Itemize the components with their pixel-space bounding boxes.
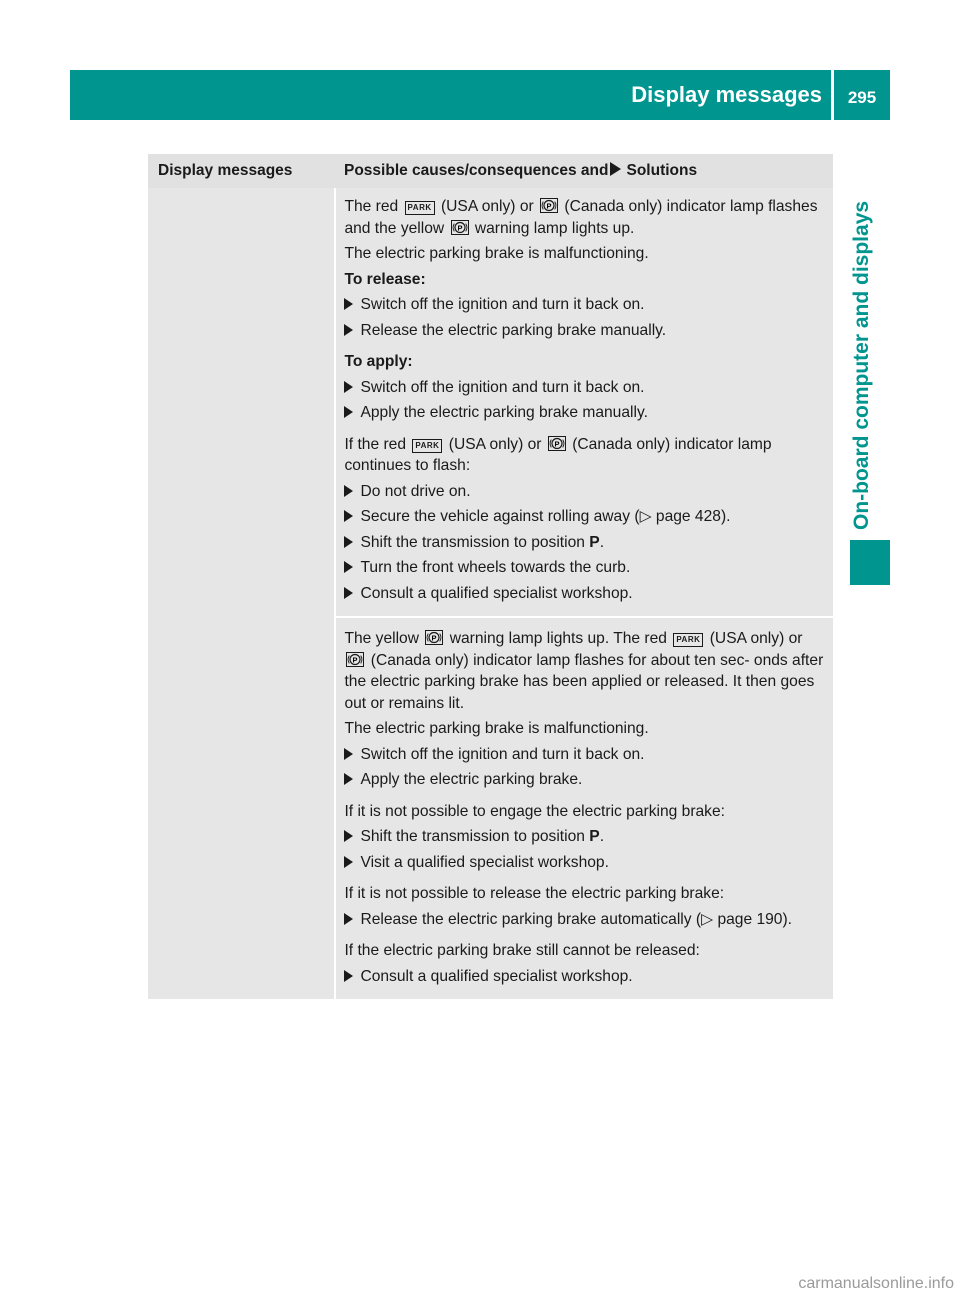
col-header-solutions-text: Solutions (626, 162, 698, 179)
page-title: Display messages (631, 82, 822, 107)
subheading-apply: To apply: (344, 353, 413, 370)
svg-text:P: P (431, 633, 437, 643)
gear-position: P (589, 533, 600, 551)
paragraph (344, 434, 827, 477)
parking-brake-lamp-icon (548, 436, 566, 451)
svg-text:P: P (352, 654, 358, 664)
step-arrow-icon (344, 913, 353, 925)
svg-text:P: P (546, 201, 552, 211)
step-arrow-icon (344, 830, 353, 842)
page-ref-icon: ▷ (639, 508, 652, 525)
page-ref-link[interactable]: page 428). (655, 508, 731, 525)
col-header-display-messages: Display messages (158, 162, 293, 179)
park-lamp-icon: PARK (673, 633, 703, 647)
parking-brake-lamp-icon (346, 652, 364, 667)
text: (Canada only) indicator lamp flashes for about ten sec- onds after the electric parking brake has been applied or released. It then goes out or remains lit. (344, 651, 824, 712)
col-header-causes-text: Possible causes/consequences and (344, 162, 609, 179)
step-text: Shift the transmission to position P. (360, 533, 605, 551)
step-text: Consult a qualified specialist workshop. (360, 584, 633, 602)
step-text: Consult a qualified specialist workshop. (360, 967, 633, 985)
step-arrow-icon (344, 406, 353, 418)
list-item (344, 909, 827, 931)
subheading-release: To release: (344, 270, 426, 288)
paragraph: If it is not possible to engage the electric parking brake: (344, 802, 725, 820)
parking-brake-lamp-icon (425, 630, 443, 645)
list-item (344, 852, 827, 874)
text: warning lamp lights up. (474, 219, 635, 237)
solutions-column (336, 188, 833, 999)
paragraph: If it is not possible to release the electric parking brake: (344, 885, 725, 902)
step-text: Apply the electric parking brake. (360, 771, 583, 788)
step-text: Switch off the ignition and turn it back on. (360, 745, 645, 763)
list-item (344, 320, 827, 342)
list-item (344, 506, 827, 528)
step-arrow-icon (344, 298, 353, 310)
step-text: Do not drive on. (360, 482, 471, 500)
step-text: Apply the electric parking brake manually. (360, 404, 648, 421)
step-arrow-icon (344, 536, 353, 548)
paragraph: The electric parking brake is malfunctioning. (344, 720, 649, 737)
svg-text:P: P (554, 438, 560, 448)
header-bar (70, 70, 890, 120)
list-item (344, 744, 827, 766)
list-item (344, 481, 827, 503)
col-header-causes-solutions (335, 154, 833, 188)
text: warning lamp lights up. The red (449, 630, 667, 647)
text: (Canada only) indicator lamp flashes and the yellow (344, 198, 818, 237)
display-messages-table (148, 154, 833, 999)
table-row (336, 618, 833, 999)
step-arrow-icon (344, 970, 353, 982)
play-arrow-icon (610, 162, 621, 176)
parking-brake-lamp-icon (451, 220, 469, 235)
list-item (344, 557, 827, 579)
text: If the red (344, 435, 406, 453)
park-lamp-icon: PARK (405, 201, 435, 215)
text: Release the electric parking brake automatically ( (360, 910, 702, 928)
svg-text:P: P (456, 222, 463, 232)
gear-position: P (589, 828, 600, 845)
text: Shift the transmission to position (360, 533, 585, 551)
step-arrow-icon (344, 510, 353, 522)
page-number: 295 (847, 88, 877, 107)
watermark: carmanualsonline.info (798, 1275, 954, 1292)
text: The yellow (344, 630, 419, 647)
list-item (344, 966, 827, 988)
text: (USA only) or (709, 630, 803, 647)
step-arrow-icon (344, 773, 353, 785)
step-arrow-icon (344, 561, 353, 573)
text: (USA only) or (440, 198, 534, 215)
page-ref-link[interactable]: page 190). (717, 910, 793, 928)
text: Shift the transmission to position (360, 828, 585, 845)
step-text: Shift the transmission to position P. (360, 828, 605, 845)
text: The red (344, 198, 399, 215)
step-text: Turn the front wheels towards the curb. (360, 559, 631, 576)
list-item (344, 583, 827, 605)
side-tab-block (850, 540, 890, 585)
step-text (360, 506, 730, 528)
step-text: Switch off the ignition and turn it back on. (360, 378, 645, 396)
list-item (344, 377, 827, 399)
list-item (344, 532, 827, 554)
paragraph (344, 196, 827, 239)
table-body (148, 188, 833, 999)
step-arrow-icon (344, 587, 353, 599)
table-header (148, 154, 833, 188)
paragraph: If the electric parking brake still cannot be released: (344, 942, 700, 959)
page-ref-icon: ▷ (701, 910, 714, 928)
paragraph (344, 628, 827, 714)
step-text: Visit a qualified specialist workshop. (360, 853, 609, 871)
step-arrow-icon (344, 381, 353, 393)
list-item (344, 826, 827, 848)
table-row (336, 188, 833, 616)
text: (Canada only) indicator lamp continues to flash: (344, 435, 772, 474)
paragraph: The electric parking brake is malfunctioning. (344, 245, 649, 262)
step-arrow-icon (344, 485, 353, 497)
list-item (344, 402, 827, 424)
step-arrow-icon (344, 856, 353, 868)
display-message-cell (148, 188, 334, 999)
park-lamp-icon: PARK (412, 439, 442, 453)
list-item (344, 294, 827, 316)
step-text (360, 909, 792, 931)
step-arrow-icon (344, 748, 353, 760)
step-text: Release the electric parking brake manually. (360, 321, 667, 339)
step-text: Switch off the ignition and turn it back on. (360, 296, 645, 313)
text: (USA only) or (448, 435, 542, 453)
side-section-label: On-board computer and displays (850, 200, 873, 530)
text: Secure the vehicle against rolling away ( (360, 508, 640, 525)
step-arrow-icon (344, 324, 353, 336)
parking-brake-lamp-icon (540, 198, 558, 213)
list-item (344, 769, 827, 791)
